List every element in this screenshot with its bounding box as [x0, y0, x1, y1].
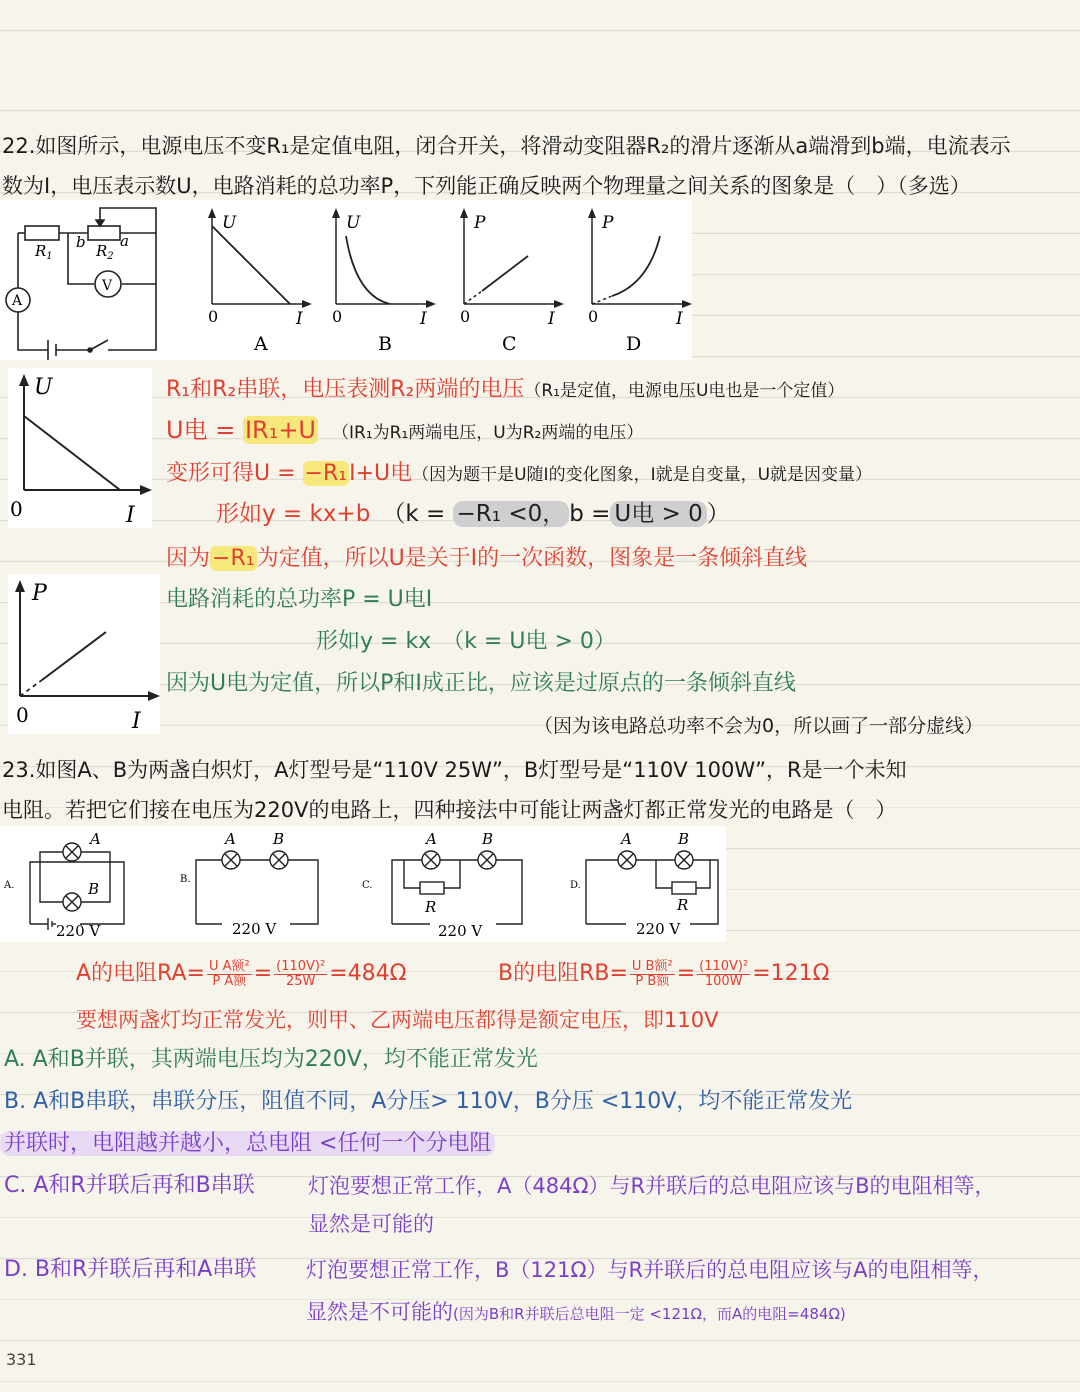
figure-22 — [0, 200, 692, 360]
switch-icon — [90, 340, 108, 350]
transform-slope: −R₁ — [304, 461, 348, 486]
circuit-23c-voltage: 220 V — [438, 922, 483, 940]
q22-line2: 数为I，电压表示数U，电路消耗的总功率P，下列能正确反映两个物理量之间关系的图象是（ ）（多选） — [2, 174, 971, 198]
rb-label: B的电阻RB= — [498, 961, 628, 986]
transform-lhs: 变形可得U = — [166, 461, 303, 486]
ra-eq: = — [253, 961, 273, 986]
note-proportional-form: 形如y = kx （k = U电 > 0） — [316, 629, 616, 654]
note-dashed: （因为该电路总功率不会为0，所以画了一部分虚线） — [534, 715, 984, 737]
graph-u-i-y: U — [34, 375, 53, 400]
note-parallel-rule — [0, 1130, 495, 1158]
note-option-c-title: C. A和R并联后再和B串联 — [4, 1173, 255, 1198]
linear-form-close: ） — [706, 501, 730, 527]
circuit-23b-letter: B. — [180, 874, 191, 885]
ra-f2-num: (110V)² — [276, 958, 326, 974]
eq1-lhs: U电 = — [166, 416, 243, 444]
graph-p-i-line — [42, 632, 106, 680]
circuit-23d-resistor: R — [677, 896, 689, 914]
circuit-23c-resistor: R — [425, 898, 437, 916]
graph-p-i-y: P — [32, 581, 47, 606]
figure-22-drawing — [0, 200, 692, 360]
conclusion-ui-pre: 因为 — [166, 546, 211, 571]
page-number: 331 — [6, 1350, 37, 1369]
graph-p-i-drawing — [8, 574, 160, 734]
circuit-22 — [6, 208, 156, 360]
linear-form-k: （k = — [382, 501, 453, 527]
rb-f2-den: 100W — [704, 973, 743, 989]
note-conclusion-ui — [166, 545, 807, 573]
parallel-rule-text: 并联时，电阻越并越小，总电阻 <任何一个分电阻 — [0, 1131, 495, 1156]
conclusion-ui-slope: −R₁ — [212, 546, 255, 571]
circuit-23d-lamp-b: B — [678, 830, 690, 848]
graph-22c-letter: C — [502, 333, 517, 355]
graph-22a-origin: 0 — [208, 307, 219, 326]
note-option-c-reason: 灯泡要想正常工作，A（484Ω）与R并联后的总电阻应该与B的电阻相等， — [308, 1174, 996, 1198]
graph-u-i — [8, 368, 152, 528]
rb-fraction-2 — [697, 960, 750, 989]
note-series-main: R₁和R₂串联，电压表测R₂两端的电压 — [166, 377, 525, 402]
graph-22b — [332, 208, 436, 355]
q22-line1: 22.如图所示，电源电压不变R₁是定值电阻，闭合开关，将滑动变阻器R₂的滑片逐渐从a端滑到b端，电流表示 — [2, 134, 1011, 158]
note-equation-1 — [166, 416, 643, 447]
note-power: 电路消耗的总功率P = U电I — [166, 587, 433, 612]
graph-22a-line — [212, 226, 290, 304]
linear-form-b: b = — [569, 501, 611, 527]
note-option-d-title: D. B和R并联后再和A串联 — [4, 1257, 257, 1282]
option-d-result-text: 显然是不可能的 — [306, 1300, 453, 1324]
linear-form-b-value: U电 > 0 — [610, 501, 706, 527]
note-linear-form — [216, 500, 730, 528]
ra-f1-den: P A额 — [212, 973, 247, 989]
voltmeter-label: V — [102, 278, 113, 294]
graph-22b-letter: B — [378, 333, 392, 355]
circuit-23a-voltage: 220 V — [56, 922, 101, 940]
graph-22d — [588, 208, 692, 355]
ra-fraction-2 — [274, 960, 327, 989]
conclusion-ui-text: 为定值，所以U是关于I的一次函数，图象是一条倾斜直线 — [256, 546, 808, 571]
r2-label: $R_2$ — [96, 242, 114, 262]
circuit-23c — [392, 851, 522, 924]
figure-23 — [0, 826, 726, 942]
graph-22b-x: I — [420, 309, 427, 329]
circuit-23c-lamp-a: A — [426, 830, 437, 848]
note-series-aside: （R₁是定值，电源电压U电也是一个定值） — [524, 381, 845, 401]
graph-22d-letter: D — [626, 333, 642, 355]
ra-f1-num: U A额² — [208, 958, 250, 974]
graph-p-i-x: I — [132, 709, 141, 734]
circuit-23a-lamp-b: B — [88, 880, 100, 898]
note-option-d-result — [306, 1298, 846, 1328]
circuit-23a-lamp-a: A — [90, 830, 101, 848]
linear-form-k-value: −R₁ <0， — [453, 501, 570, 527]
graph-u-i-origin: 0 — [10, 497, 23, 521]
graph-22d-x: I — [676, 309, 683, 329]
graph-22c — [460, 208, 564, 355]
graph-22d-y: P — [602, 213, 614, 233]
note-conclusion-pi: 因为U电为定值，所以P和I成正比，应该是过原点的一条倾斜直线 — [166, 671, 796, 696]
graph-u-i-x: I — [126, 503, 135, 528]
graph-22b-y: U — [346, 213, 361, 233]
rb-eq: = — [676, 961, 696, 986]
graph-p-i — [8, 574, 160, 734]
circuit-23a — [30, 843, 124, 930]
graph-22c-line — [482, 256, 528, 291]
graph-22a-y: U — [222, 213, 237, 233]
resistor-icon — [672, 882, 696, 894]
resistor-icon — [420, 882, 444, 894]
transform-note: （因为题干是U随I的变化图象，I就是自变量，U就是因变量） — [412, 465, 873, 485]
note-series — [166, 376, 844, 405]
a-terminal-label: a — [120, 232, 129, 250]
rb-result: =121Ω — [752, 961, 830, 986]
graph-22c-y: P — [474, 213, 486, 233]
ra-result: =484Ω — [329, 961, 407, 986]
resistor-r1 — [25, 226, 59, 240]
rb-f1-den: P B额 — [635, 973, 670, 989]
rb-f1-num: U B额² — [631, 958, 673, 974]
circuit-23c-lamp-b: B — [482, 830, 494, 848]
ra-label: A的电阻RA= — [76, 961, 205, 986]
b-terminal-label: b — [76, 233, 86, 251]
graph-22b-curve — [346, 236, 390, 304]
circuit-23d-voltage: 220 V — [636, 920, 681, 938]
circuit-23d — [586, 851, 718, 924]
q23-line2: 电阻。若把它们接在电压为220V的电路上，四种接法中可能让两盏灯都正常发光的电路是（ ） — [2, 798, 897, 822]
graph-22a-x: I — [296, 309, 303, 329]
option-d-result-note: (因为B和R并联后总电阻一定 <121Ω，而A的电阻=484Ω) — [453, 1305, 846, 1323]
transform-rest: I+U电 — [349, 461, 413, 486]
circuit-23c-letter: C. — [362, 880, 373, 891]
graph-p-i-origin: 0 — [16, 703, 29, 727]
linear-form-eq: 形如y = kx+b — [216, 501, 371, 527]
ra-fraction-1 — [207, 960, 252, 989]
note-resistance-b — [498, 956, 829, 992]
graph-u-i-line — [24, 416, 120, 490]
circuit-23d-lamp-a: A — [621, 830, 632, 848]
circuit-23b-lamp-a: A — [225, 830, 236, 848]
graph-22c-origin: 0 — [460, 307, 471, 326]
circuit-23a-letter: A. — [4, 880, 15, 891]
circuit-23b-voltage: 220 V — [232, 920, 277, 938]
graph-22a — [208, 208, 312, 355]
note-option-a: A. A和B并联，其两端电压均为220V，均不能正常发光 — [4, 1047, 538, 1072]
circuit-23b-lamp-b: B — [273, 830, 285, 848]
note-resistance-a — [76, 956, 406, 992]
rb-f2-num: (110V)² — [699, 958, 749, 974]
note-requirement: 要想两盏灯均正常发光，则甲、乙两端电压都得是额定电压，即110V — [76, 1008, 719, 1032]
note-option-b: B. A和B串联，串联分压，阻值不同，A分压> 110V，B分压 <110V，均不能正常发光 — [4, 1089, 853, 1114]
graph-22d-curve — [612, 236, 660, 296]
graph-u-i-drawing — [8, 368, 152, 528]
r1-label: $R_1$ — [35, 242, 53, 262]
note-option-c-result: 显然是可能的 — [308, 1212, 434, 1236]
eq1-rhs: IR₁+U — [244, 416, 316, 444]
note-transform — [166, 460, 872, 489]
q23-line1: 23.如图A、B为两盏白炽灯，A灯型号是“110V 25W”，B灯型号是“110V 100W”，R是一个未知 — [2, 758, 907, 782]
graph-22a-letter: A — [254, 333, 268, 355]
resistor-r2 — [88, 226, 120, 240]
figure-23-drawing — [0, 826, 726, 942]
ammeter-label: A — [12, 293, 23, 309]
graph-22c-x: I — [548, 309, 555, 329]
ra-f2-den: 25W — [285, 973, 316, 989]
graph-22b-origin: 0 — [332, 307, 343, 326]
rb-fraction-1 — [630, 960, 675, 989]
circuit-23b — [196, 851, 318, 924]
circuit-23d-letter: D. — [570, 880, 581, 891]
eq1-note: （IR₁为R₁两端电压，U为R₂两端的电压） — [332, 423, 644, 443]
note-option-d-reason: 灯泡要想正常工作，B（121Ω）与R并联后的总电阻应该与A的电阻相等， — [306, 1258, 994, 1282]
graph-22d-origin: 0 — [588, 307, 599, 326]
